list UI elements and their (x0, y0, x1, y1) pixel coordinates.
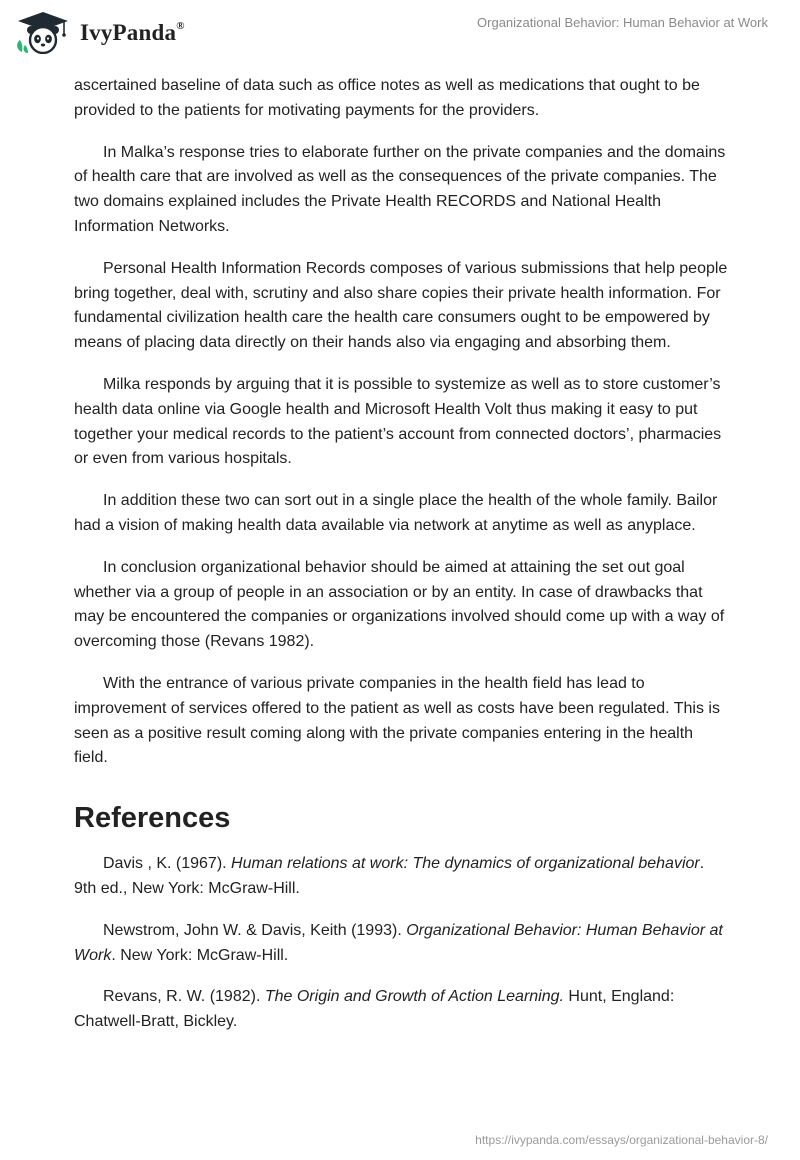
reference-authors: Revans, R. W. (1982). (103, 988, 265, 1006)
essay-content (74, 74, 728, 1052)
reference-publisher: . 9th ed., New York: McGraw-Hill. (74, 855, 705, 897)
brand-name: IvyPanda® (80, 20, 185, 45)
reference-entry (74, 852, 728, 902)
source-url-link[interactable]: https://ivypanda.com/essays/organizational-behavior-8/ (475, 1133, 768, 1147)
panda-mascot-icon (14, 10, 72, 54)
body-paragraph: In Malka’s response tries to elaborate further on the private companies and the domains of health care that are involved as well as the consequences of the private companies. The two domains explained includes the Private Health RECORDS and National Health Information Networks. (74, 143, 726, 235)
body-paragraph: Milka responds by arguing that it is possible to systemize as well as to store customer’s health data online via Google health and Microsoft Health Volt thus making it easy to put together your medical records to the patient’s account from connected doctors’, pharmacies or even from various hospitals. (74, 375, 722, 468)
reference-title: The Origin and Growth of Action Learning. (264, 988, 564, 1006)
reference-title: Human relations at work: The dynamics of organizational behavior (231, 855, 700, 873)
document-title: Organizational Behavior: Human Behavior at Work (477, 15, 768, 30)
reference-title: Organizational Behavior: Human Behavior at Work (74, 921, 723, 964)
references-heading: References (74, 802, 231, 835)
reference-publisher: . New York: McGraw-Hill. (111, 946, 289, 964)
body-paragraph: ascertained baseline of data such as office notes as well as medications that ought to be provided to the patients for motivating payments for the providers. (74, 77, 700, 119)
body-paragraph: In addition these two can sort out in a single place the health of the whole family. Bailor had a vision of making health data available via network at anytime as well as anyplace. (74, 492, 718, 534)
ivypanda-logo[interactable] (14, 10, 185, 54)
reference-entry (74, 985, 728, 1035)
body-paragraph: Personal Health Information Records composes of various submissions that help people bring together, deal with, scrutiny and also share copies their private health information. For fundamental civilization health care the health care consumers ought to be empowered by means of placing data directly on their hands also via engaging and absorbing them. (74, 259, 728, 352)
reference-authors: Newstrom, John W. & Davis, Keith (1993). (103, 921, 407, 939)
page-header (0, 0, 800, 70)
reference-authors: Davis , K. (1967). (103, 855, 232, 873)
body-paragraph: In conclusion organizational behavior should be aimed at attaining the set out goal whether via a group of people in an association or by an entity. In case of drawbacks that may be encountered the companies or organizations involved should come up with a way of overcoming those (Revans 1982). (74, 558, 725, 651)
reference-publisher: Hunt, England: Chatwell-Bratt, Bickley. (74, 988, 675, 1031)
body-paragraph: With the entrance of various private companies in the health field has lead to improvement of services offered to the patient as well as costs have been regulated. This is seen as a positive result coming along with the private companies entering in the health field. (74, 674, 720, 767)
reference-entry (74, 919, 728, 969)
